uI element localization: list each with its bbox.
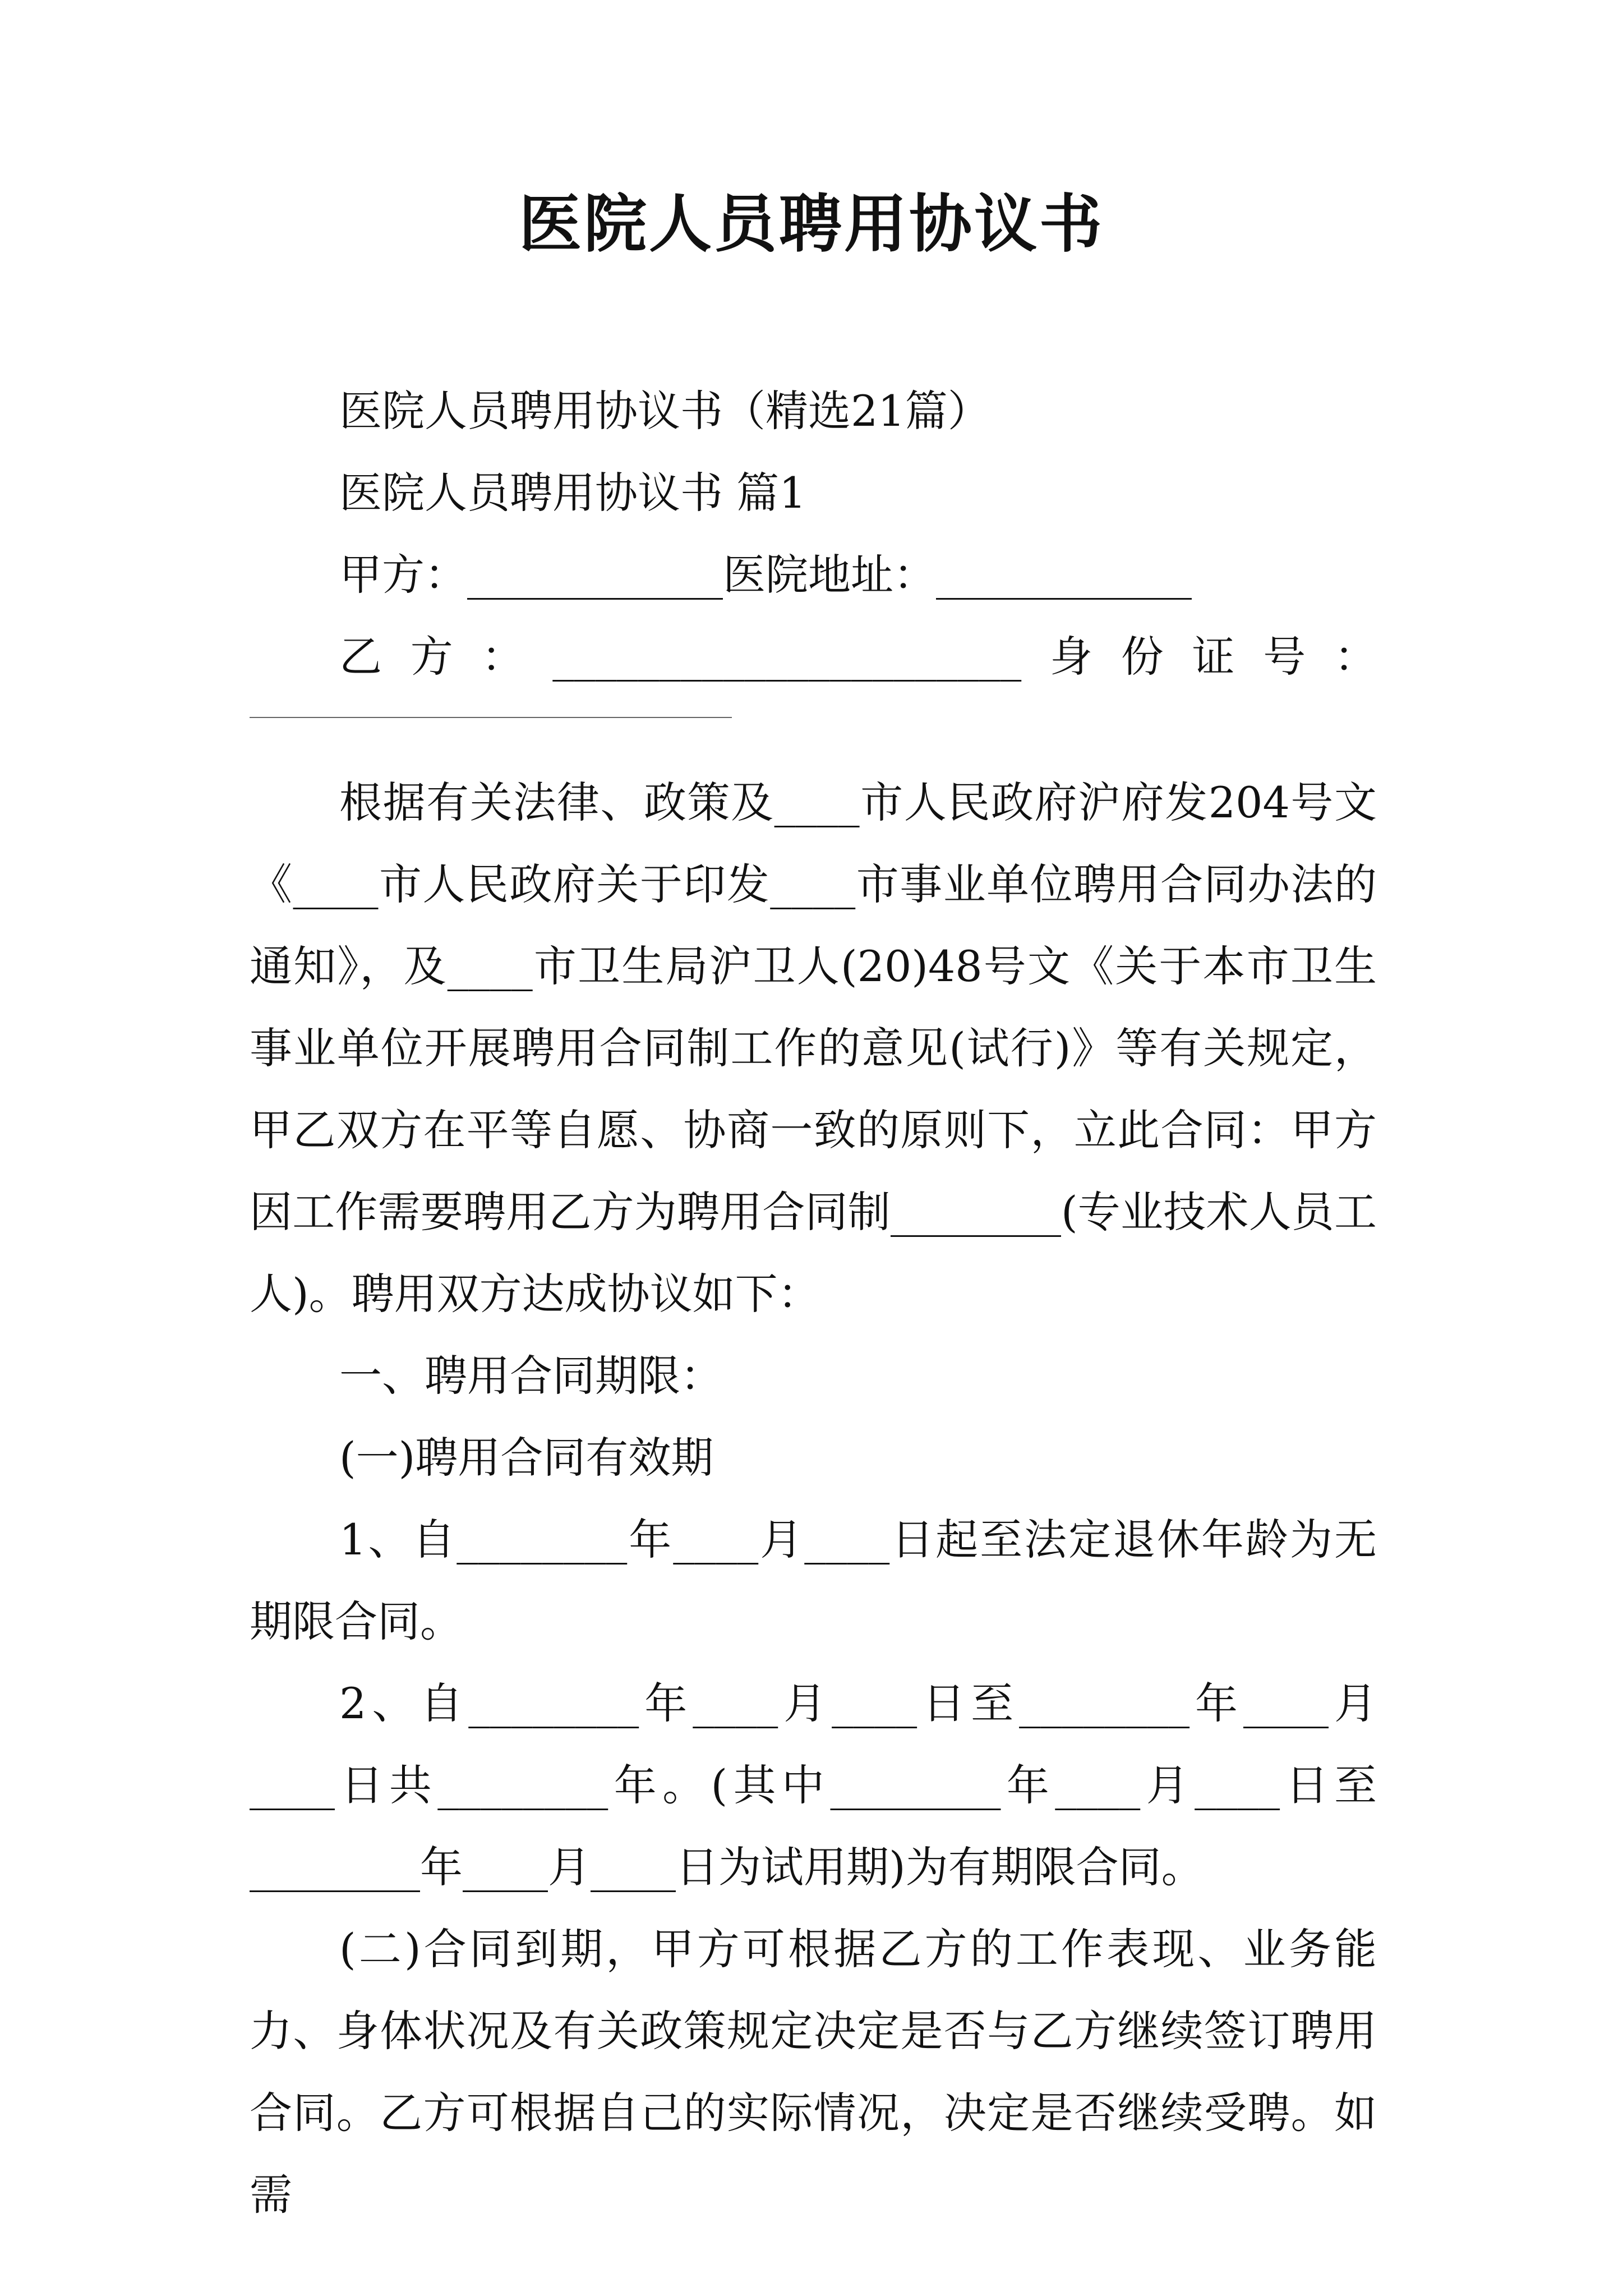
paragraph-subtitle: 医院人员聘用协议书（精选21篇） — [339, 386, 990, 436]
paragraph-party-a: 甲方：____________医院地址：____________ — [339, 550, 1192, 600]
paragraph-preamble: 根据有关法律、政策及____市人民政府沪府发204号文《____市人民政府关于印发____市事业单位聘用合同办法的通知》，及____市卫生局沪卫人(20)48号文《关于本市卫生事业单位开展聘用合同制工作的意见(试行)》等有关规定，甲乙双方在平等自愿、协商一致的原则下，立此合同：甲方因工作需要聘用乙方为聘用合同制________(专业技术人员工人)。聘用双方达成协议如下： — [250, 777, 1377, 1319]
paragraph-validity-heading: (一)聘用合同有效期 — [339, 1433, 714, 1483]
paragraph-term-heading: 一、聘用合同期限： — [339, 1351, 723, 1401]
paragraph-clause-2: 2、自________年____月____日至________年____月____日共________年。(其中________年____月____日至________年____月____日为试用期)为有期限合同。 — [250, 1678, 1377, 1892]
document-body — [250, 370, 1377, 2236]
paragraph-renewal: (二)合同到期，甲方可根据乙方的工作表现、业务能力、身体状况及有关政策规定决定是否与乙方继续签订聘用合同。乙方可根据自己的实际情况，决定是否继续受聘。如需 — [250, 1924, 1377, 2220]
document-title: 医院人员聘用协议书 — [519, 187, 1104, 261]
paragraph-clause-1: 1、自________年____月____日起至法定退休年龄为无期限合同。 — [250, 1515, 1377, 1646]
id-number-blank-line — [250, 698, 732, 718]
paragraph-party-b: 乙方：______________________身份证号： — [339, 632, 1377, 682]
paragraph-section-heading: 医院人员聘用协议书 篇1 — [339, 468, 806, 518]
